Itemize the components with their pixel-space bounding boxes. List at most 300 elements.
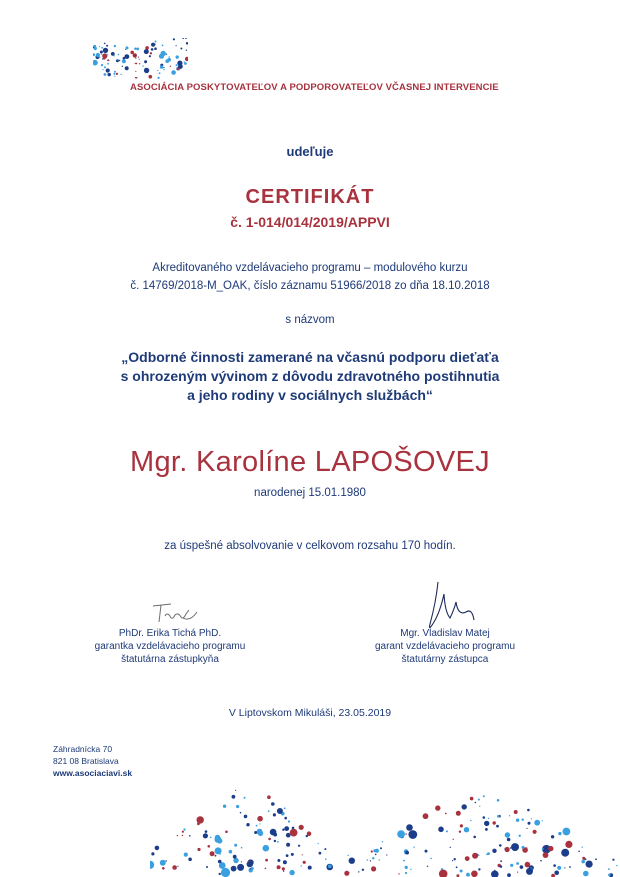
decor-dot — [349, 858, 355, 864]
decor-dot — [184, 61, 185, 62]
decor-dot — [302, 854, 303, 855]
decor-dot — [516, 819, 519, 822]
decor-dot — [247, 861, 253, 867]
decor-dot — [367, 859, 369, 861]
decor-dot — [139, 59, 140, 60]
logo-dots-icon — [93, 38, 188, 84]
decor-dot — [430, 858, 432, 860]
decor-dot — [540, 860, 542, 862]
decor-dot — [125, 54, 130, 59]
recipient-name: Mgr. Karolíne LAPOŠOVEJ — [130, 446, 490, 478]
decor-dot — [445, 813, 447, 815]
decor-dot — [173, 38, 175, 40]
decor-dot — [289, 870, 294, 875]
program-line-1: Akreditovaného vzdelávacieho programu – modulového kurzu — [152, 262, 468, 274]
decor-dot — [548, 846, 553, 851]
decor-dot — [372, 857, 374, 859]
decor-dot — [456, 811, 461, 816]
right-signatory — [345, 627, 545, 666]
decor-dot — [288, 820, 290, 822]
decor-dot — [235, 790, 236, 791]
decor-dot — [122, 66, 123, 67]
decor-dot — [259, 823, 260, 824]
decor-dot — [578, 851, 580, 853]
decor-dot — [170, 66, 171, 67]
decor-dot — [405, 872, 407, 874]
footer-dots-decoration — [150, 770, 620, 877]
decor-dot — [240, 812, 242, 814]
decor-dot — [542, 848, 544, 850]
decor-dot — [284, 826, 289, 831]
program-line-2: č. 14769/2018-M_OAK, číslo záznamu 51966/2018 zo dňa 18.10.2018 — [130, 280, 490, 292]
decor-dot — [160, 65, 163, 68]
left-signature — [145, 598, 205, 628]
decor-dot — [244, 797, 246, 799]
decor-dot — [291, 853, 294, 856]
decor-dot — [158, 77, 160, 79]
decor-dot — [380, 847, 382, 849]
decor-dot — [108, 73, 111, 76]
decor-dot — [500, 865, 503, 868]
decor-dot — [492, 849, 496, 853]
decor-dot — [186, 50, 187, 51]
decor-dot — [248, 861, 249, 862]
decor-dot — [277, 808, 283, 814]
decor-dot — [215, 847, 222, 854]
decor-dot — [283, 860, 287, 864]
decor-dot — [106, 45, 108, 47]
decor-dot — [271, 802, 275, 806]
decor-dot — [232, 795, 236, 799]
decor-dot — [454, 858, 456, 860]
decor-dot — [208, 845, 211, 848]
decor-dot — [151, 43, 155, 47]
decor-dot — [478, 868, 480, 870]
decor-dot — [478, 855, 479, 856]
decor-dot — [223, 805, 226, 808]
decor-dot — [344, 871, 349, 876]
decor-dot — [258, 831, 263, 836]
decor-dot — [151, 48, 154, 51]
decor-dot — [186, 42, 188, 45]
decor-dot — [257, 816, 263, 822]
decor-dot — [101, 64, 103, 66]
decor-dot — [182, 835, 183, 836]
decor-dot — [286, 833, 291, 838]
left-signatory — [70, 627, 270, 666]
decor-dot — [581, 860, 585, 864]
decor-dot — [582, 847, 583, 848]
decor-dot — [543, 852, 549, 858]
decor-dot — [203, 833, 208, 838]
decor-dot — [558, 832, 561, 835]
decor-dot — [286, 843, 290, 847]
left-signatory-role2: štatutárna zástupkyňa — [121, 654, 219, 665]
decor-dot — [564, 867, 565, 868]
decor-dot — [510, 847, 511, 848]
decor-dot — [182, 831, 184, 833]
decor-dot — [286, 854, 289, 857]
decor-dot — [527, 809, 530, 812]
decor-dot — [176, 55, 179, 58]
decor-dot — [413, 847, 414, 848]
decor-dot — [277, 859, 280, 862]
decor-dot — [438, 827, 444, 833]
decor-dot — [534, 820, 540, 826]
decor-dot — [184, 853, 188, 857]
decor-dot — [163, 67, 164, 68]
decor-dot — [215, 855, 217, 857]
address-street: Záhradnícka 70 — [53, 744, 113, 754]
decor-dot — [177, 866, 179, 868]
decor-dot — [176, 64, 178, 66]
decor-dot — [403, 860, 405, 862]
decor-dot — [533, 830, 537, 834]
left-signatory-role1: garantka vzdelávacieho programu — [94, 641, 246, 652]
decor-dot — [237, 864, 244, 871]
decor-dot — [459, 831, 461, 833]
decor-dot — [118, 54, 120, 56]
decor-dot — [325, 858, 327, 860]
decor-dot — [104, 73, 107, 76]
decor-dot — [116, 73, 118, 75]
left-signatory-name: PhDr. Erika Tichá PhD. — [118, 628, 222, 639]
decor-dot — [205, 830, 208, 833]
decor-dot — [104, 66, 106, 68]
decor-dot — [514, 810, 518, 814]
completion-statement: za úspešné absolvovanie v celkovom rozsahu 170 hodín. — [164, 540, 456, 552]
decor-dot — [234, 844, 237, 847]
decor-dot — [159, 72, 161, 74]
decor-dot — [427, 866, 428, 867]
decor-dot — [268, 838, 271, 841]
decor-dot — [516, 862, 519, 865]
decor-dot — [496, 825, 499, 828]
decor-dot — [298, 845, 300, 847]
right-signatory-name: Mgr. Vladislav Matej — [400, 628, 490, 639]
decor-dot — [225, 831, 228, 834]
decor-dot — [221, 868, 230, 877]
decor-dot — [236, 805, 239, 808]
decor-dot — [188, 858, 192, 862]
decor-dot — [460, 870, 463, 873]
decor-dot — [526, 868, 533, 875]
decor-dot — [290, 829, 298, 837]
decor-dot — [274, 840, 276, 842]
decor-dot — [159, 54, 164, 59]
course-title-line-3: a jeho rodiny v sociálnych službách“ — [187, 387, 433, 403]
decor-dot — [122, 59, 126, 63]
decor-dot — [282, 829, 284, 831]
decor-dot — [471, 871, 478, 877]
decor-dot — [453, 839, 454, 840]
decor-dot — [408, 830, 417, 839]
decor-dot — [520, 865, 524, 869]
decor-dot — [182, 38, 184, 39]
decor-dot — [125, 49, 126, 50]
decor-dot — [386, 854, 387, 855]
decor-dot — [136, 48, 139, 51]
decor-dot — [96, 53, 100, 57]
decor-dot — [446, 830, 448, 832]
decor-dot — [273, 833, 277, 837]
decor-dot — [301, 865, 302, 866]
decor-dot — [531, 818, 532, 819]
decor-dot — [102, 58, 104, 60]
decor-dot — [277, 865, 281, 869]
decor-dot — [107, 68, 108, 69]
decor-dot — [470, 820, 471, 821]
decor-dot — [450, 847, 451, 848]
decor-dot — [328, 864, 332, 868]
decor-dot — [135, 55, 137, 57]
right-signatory-role2: štatutárny zástupca — [401, 654, 489, 665]
decor-dot — [517, 872, 518, 873]
decor-dot — [139, 63, 140, 64]
decor-dot — [466, 873, 470, 877]
decor-dot — [509, 815, 510, 816]
decor-dot — [103, 48, 108, 53]
decor-dot — [472, 853, 478, 859]
decor-dot — [487, 852, 490, 855]
decor-dot — [171, 70, 176, 75]
decor-dot — [542, 820, 543, 821]
decor-dot — [318, 843, 319, 844]
decor-dot — [150, 861, 154, 869]
decor-dot — [176, 45, 177, 46]
decor-dot — [583, 871, 589, 877]
course-title-line-2: s ohrozeným vývinom z dôvodu zdravotného postihnutia — [120, 368, 500, 384]
decor-dot — [595, 858, 597, 860]
decor-dot — [465, 856, 470, 861]
decor-dot — [100, 51, 103, 54]
decor-dot — [456, 866, 458, 868]
decor-dot — [616, 865, 617, 866]
decor-dot — [197, 848, 200, 851]
organization-name: ASOCIÁCIA POSKYTOVATEĽOV A PODPOROVATEĽOV VČASNEJ INTERVENCIE — [130, 82, 499, 93]
decor-dot — [113, 73, 115, 75]
decor-dot — [231, 866, 237, 872]
decor-dot — [371, 866, 376, 871]
decor-dot — [405, 851, 409, 855]
decor-dot — [308, 866, 312, 870]
decor-dot — [306, 835, 308, 837]
decor-dot — [493, 821, 496, 824]
decor-dot — [484, 821, 489, 826]
address-block — [53, 743, 132, 779]
decor-dot — [358, 871, 359, 872]
decor-dot — [176, 68, 177, 69]
decor-dot — [464, 827, 469, 832]
decor-dot — [569, 866, 571, 868]
decor-dot — [268, 810, 270, 812]
decor-dot — [244, 815, 248, 819]
decor-dot — [116, 59, 117, 60]
decor-dot — [265, 868, 267, 870]
decor-dot — [528, 822, 531, 825]
decor-dot — [526, 847, 527, 848]
decor-dot — [283, 870, 285, 872]
decor-dot — [425, 850, 428, 853]
decor-dot — [104, 43, 106, 45]
decor-dot — [180, 48, 182, 50]
decor-dot — [111, 52, 115, 56]
decor-dot — [519, 835, 521, 837]
decor-dot — [155, 846, 160, 851]
decor-dot — [263, 845, 270, 852]
decor-dot — [526, 828, 527, 829]
decor-dot — [185, 38, 187, 39]
decor-dot — [561, 849, 569, 857]
decor-dot — [497, 799, 500, 802]
decor-dot — [135, 63, 137, 65]
decor-dot — [256, 825, 258, 827]
right-signatory-role1: garant vzdelávacieho programu — [374, 641, 516, 652]
decor-dot — [99, 57, 101, 59]
decor-dot — [144, 68, 149, 73]
decor-dot — [125, 66, 129, 70]
decor-dot — [241, 847, 243, 849]
decor-dot — [218, 860, 222, 864]
decor-dot — [107, 59, 109, 61]
decor-dot — [483, 795, 485, 797]
decor-dot — [172, 865, 177, 870]
decor-dot — [563, 828, 571, 836]
decor-dot — [157, 70, 158, 71]
address-city: 821 08 Bratislava — [53, 756, 119, 766]
decor-dot — [284, 817, 287, 820]
certificate-title: CERTIFIKÁT — [245, 186, 375, 208]
decor-dot — [210, 851, 215, 856]
decor-dot — [93, 60, 98, 66]
decor-dot — [319, 852, 322, 855]
decor-dot — [522, 846, 525, 849]
decor-dot — [478, 799, 480, 801]
decor-dot — [608, 874, 611, 877]
decor-dot — [251, 867, 254, 870]
decor-dot — [183, 828, 185, 830]
decor-dot — [485, 828, 488, 831]
decor-dot — [584, 858, 586, 860]
decor-dot — [102, 69, 103, 70]
decor-dot — [284, 807, 286, 809]
decor-dot — [267, 795, 271, 799]
decor-dot — [163, 69, 164, 70]
decor-dot — [551, 835, 554, 838]
decor-dot — [612, 859, 614, 861]
decor-dot — [406, 824, 413, 831]
decor-dot — [135, 63, 136, 64]
decor-dot — [135, 71, 136, 72]
decor-dot — [491, 871, 499, 877]
decor-dot — [348, 855, 349, 856]
decor-dot — [265, 859, 268, 862]
decor-dot — [185, 57, 188, 61]
birth-date: narodenej 15.01.1980 — [254, 487, 366, 499]
decor-dot — [405, 866, 408, 869]
decor-dot — [470, 797, 474, 801]
decor-dot — [371, 850, 373, 852]
decor-dot — [162, 45, 164, 47]
decor-dot — [101, 47, 103, 49]
decor-dot — [197, 816, 204, 823]
decor-dot — [373, 849, 376, 852]
decor-dot — [169, 56, 170, 57]
decor-dot — [226, 875, 228, 877]
decor-dot — [370, 860, 371, 861]
decor-dot — [101, 54, 102, 55]
decor-dot — [130, 51, 134, 55]
decor-dot — [379, 859, 380, 860]
decor-dot — [586, 861, 593, 868]
decor-dot — [565, 841, 572, 848]
decor-dot — [99, 46, 100, 47]
decor-dot — [233, 858, 238, 863]
decor-dot — [206, 866, 208, 868]
decor-dot — [166, 860, 167, 861]
decor-dot — [138, 57, 139, 58]
decor-dot — [410, 869, 411, 870]
decor-dot — [473, 836, 476, 839]
certificate-number: č. 1-014/014/2019/APPVI — [230, 214, 390, 230]
decor-dot — [405, 833, 407, 835]
decor-dot — [522, 819, 524, 821]
decor-dot — [114, 76, 115, 77]
decor-dot — [107, 63, 109, 65]
decor-dot — [483, 816, 486, 819]
decor-dot — [488, 818, 489, 819]
decor-dot — [324, 848, 326, 850]
decor-dot — [515, 844, 518, 847]
decor-dot — [144, 60, 147, 63]
decor-dot — [184, 62, 187, 65]
decor-dot — [142, 65, 143, 66]
decor-dot — [254, 831, 257, 834]
decor-dot — [277, 841, 279, 843]
decor-dot — [119, 60, 120, 61]
decor-dot — [462, 804, 467, 809]
decor-dot — [149, 55, 151, 57]
decor-dot — [154, 47, 157, 50]
decor-dot — [505, 832, 510, 837]
decor-dot — [217, 838, 223, 844]
decor-dot — [397, 830, 405, 838]
decor-dot — [460, 824, 463, 827]
website-link[interactable]: www.asociaciavi.sk — [53, 768, 133, 778]
decor-dot — [273, 813, 276, 816]
place-date: V Liptovskom Mikuláši, 23.05.2019 — [228, 707, 392, 719]
decor-dot — [507, 838, 511, 842]
decor-dot — [282, 867, 285, 870]
decor-dot — [219, 873, 221, 875]
decor-dot — [229, 850, 233, 854]
decor-dot — [233, 855, 237, 859]
decor-dot — [439, 870, 448, 877]
decor-dot — [160, 860, 166, 866]
decor-dot — [497, 815, 500, 818]
decor-dot — [197, 822, 200, 825]
decor-dot — [452, 860, 453, 861]
decor-dot — [189, 835, 191, 837]
decor-dot — [500, 860, 502, 862]
decor-dot — [435, 805, 440, 810]
decor-dot — [499, 844, 502, 847]
decor-dot — [553, 864, 556, 867]
decor-dot — [505, 847, 510, 852]
decor-dot — [241, 861, 242, 862]
decor-dot — [150, 52, 152, 54]
decor-dot — [479, 806, 480, 807]
